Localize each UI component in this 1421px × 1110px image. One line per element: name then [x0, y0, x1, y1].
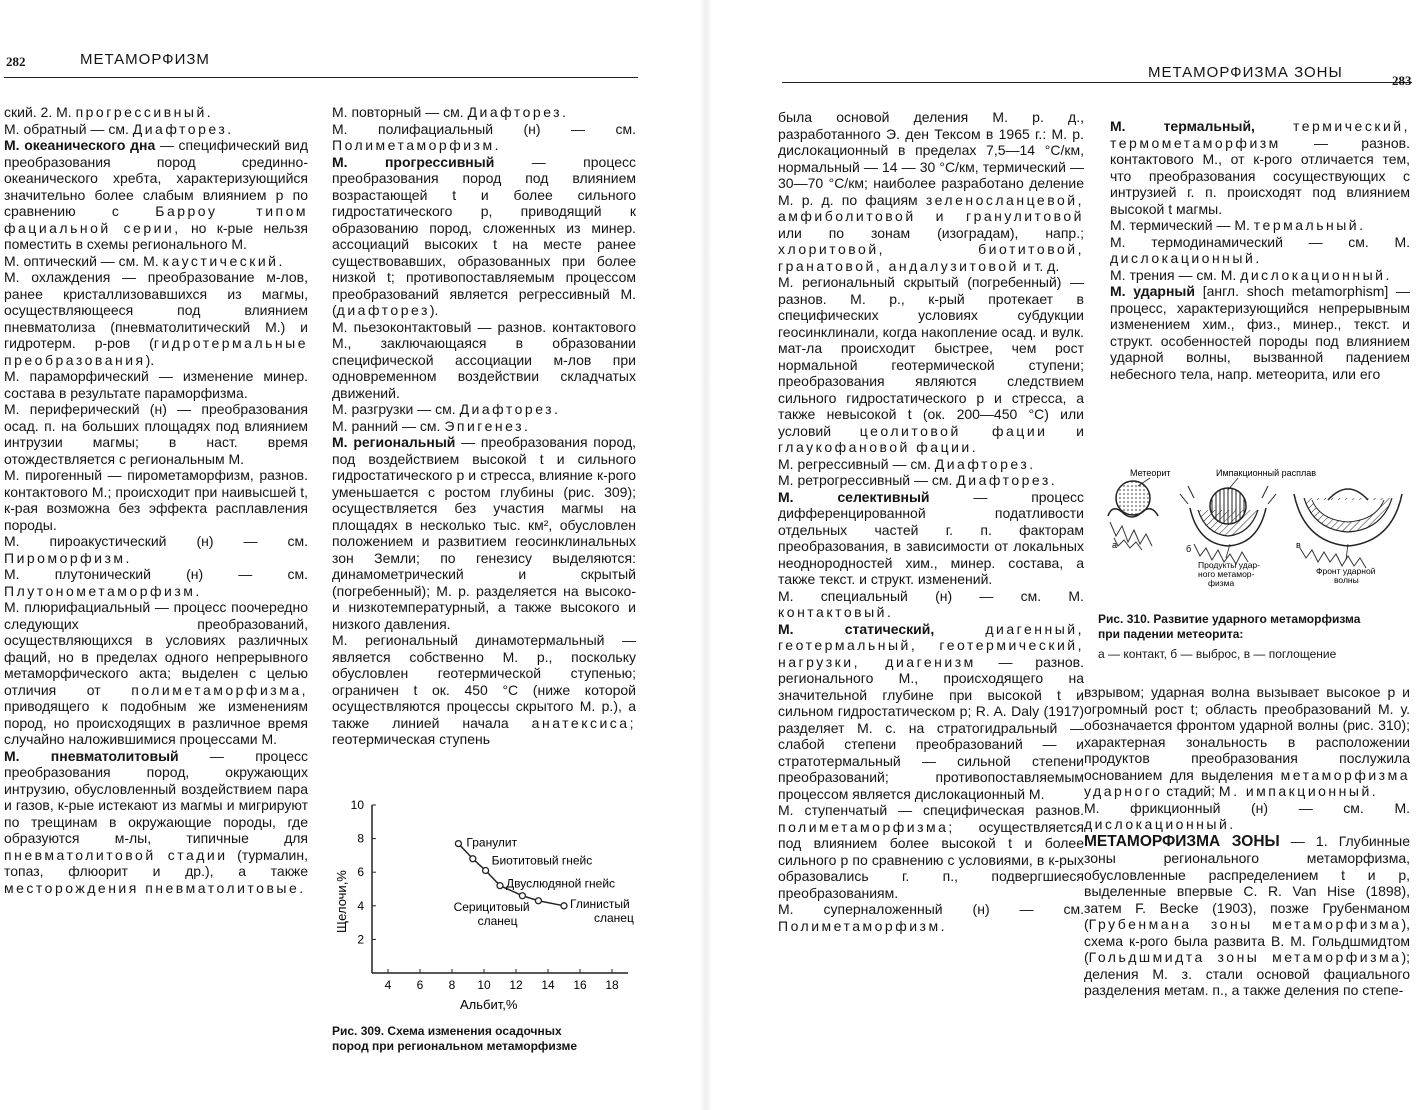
entry-text: но к-рые нельзя поместить в схемы регионального М. [4, 219, 308, 252]
spaced-reference: диагенный, геотермальный, геотермический, нагрузки, диагенизм [778, 620, 1084, 670]
spaced-reference: анатексиса; [531, 714, 636, 731]
spaced-reference: каустический. [162, 252, 285, 269]
y-tick-label: 8 [357, 831, 364, 846]
entry-text: М. региональный скрытый (погребенный) — разнов. М. р., к-рый протекает в специфических условиях субдукции геосинклинали, когда накопление осад. и вулк. мат-ла происходит быстрее, чем рост нормальной геотермической ступени; преобразования являются следствием сильного гидростатического p и стресса, а также невысокой t (ок. 200—450 °С) или условий [778, 274, 1084, 439]
caption-line: при падении метеорита: [1098, 627, 1244, 641]
entry-text: М. охлаждения — преобразование м-лов, ранее кристаллизовавшихся из магмы, осуществляющееся под влиянием пневматолиза (пневматолитический М.) и гидротерм. р-ров ( [4, 269, 308, 351]
entry-text: приводящего к подобным же изменениям пород, но происходящих в различное время случайно наложившимися процессами М. [4, 698, 308, 747]
spaced-reference: глаукофановой фации. [778, 439, 979, 455]
spaced-reference: Диафторез. [934, 455, 1036, 472]
entry-text: М. плутонический (н) — см. [4, 566, 308, 582]
spaced-reference: Диафторез. [956, 472, 1058, 488]
spaced-reference: М. импакционный. [1218, 783, 1379, 799]
entry-term: М. пневматолитовый [4, 747, 179, 764]
right-page [712, 0, 1421, 1110]
label-a: а [1112, 540, 1118, 550]
entry-paragraph [778, 802, 1084, 901]
entry-paragraph [1084, 800, 1410, 833]
entry-text: М. оптический — см. М. [4, 252, 163, 269]
entry-text: — процесс преобразования пород, окружающих интрузию, обусловленный воздействием пара и газов, к-рые истекают из магмы и мигрируют по трещинам в окружающие породы, где образуются м-лы, типичные для [4, 747, 308, 846]
entry-text: М. повторный — см. [332, 104, 468, 120]
spaced-reference: Диафторез. [132, 120, 234, 137]
spaced-reference: хлоритовой, биотитовой, гранатовой, андалузитовой [778, 241, 1084, 274]
running-head: МЕТАМОРФИЗМА ЗОНЫ [1148, 64, 1343, 81]
book-gutter [700, 0, 712, 1110]
spaced-reference: пневматолитовой стадии [4, 846, 228, 863]
label-b: б [1186, 544, 1192, 554]
x-tick-label: 8 [448, 978, 456, 992]
data-point [483, 868, 489, 874]
spaced-reference: полиметаморфизма; [778, 818, 955, 835]
entry-text: М. термический — М. [1110, 217, 1254, 233]
figure-309-chart [328, 793, 640, 1025]
entry-term: М. региональный [332, 434, 456, 450]
spaced-reference: Полиметаморфизм. [778, 917, 947, 934]
entry-paragraph [4, 748, 308, 897]
column-right-1 [778, 109, 1084, 934]
entry-paragraph [778, 588, 1084, 621]
spaced-reference: полиметаморфизма, [131, 681, 308, 698]
running-head: МЕТАМОРФИЗМ [80, 51, 210, 68]
entry-text: стадий; [1162, 783, 1219, 799]
data-point [497, 883, 503, 889]
data-point [470, 856, 476, 862]
entry-text: М. специальный (н) — см. М. [778, 587, 1084, 604]
entry-text: и т. д. [1018, 257, 1060, 274]
entry-text: была основой деления М. р. д., разработанного Э. ден Тексом в 1965 г.: М. р. дислокационный в пределах 7,5—14 °С/км, нормальный — 14 — 30 °С/км, термический — 30—70 °С/км; наиболее разработано деление М. р. д. по фациям [778, 109, 1084, 208]
entry-text: М. трения — см. М. [1110, 266, 1241, 283]
figure-310-legend: а — контакт, б — выброс, в — поглощение [1098, 647, 1337, 661]
entry-term: М. статический, [778, 620, 935, 637]
entry-text: и [1047, 422, 1084, 439]
left-page [0, 0, 700, 1110]
y-tick-label: 4 [357, 898, 364, 913]
entry-paragraph [778, 274, 1084, 456]
entry-text: ). [429, 302, 439, 318]
spaced-reference: метаморфизма ударного [1084, 766, 1410, 799]
entry-paragraph [1110, 217, 1410, 234]
spaced-reference: Полиметаморфизм. [332, 137, 501, 153]
point-label: Двуслюдяной гнейс [506, 876, 616, 891]
figure-310-caption [1098, 612, 1408, 642]
entry-text: ). [145, 351, 155, 368]
entry-text: — процесс преобразования пород под влиянием возрастающей t и более сильного гидростатического p, приводящий к образованию пород, сложенных из минер. ассоциаций высоких t на месте ранее существовавших, образованных при более низкой t; противопоставляемым процессом преобразований является регрессивный М. ( [332, 153, 636, 318]
entry-text: М. плюрифациальный — процесс поочередно следующих преобразований, осуществляющихся в условиях различных фаций, но в пределах одного непрерывного метаморфического акта; выделен с целью отличия от [4, 599, 308, 698]
entry-text: М. суперналоженный (н) — см. [778, 901, 1084, 917]
spaced-reference: дислокационный. [1110, 250, 1262, 266]
entry-paragraph [332, 154, 636, 319]
point-label: Глинистый [570, 896, 630, 911]
entry-paragraph [778, 472, 1084, 489]
entry-text: ); деления М. з. стали основой фациального разделения метам. п., а также деления по степе- [1084, 949, 1410, 998]
entry-paragraph [778, 456, 1084, 473]
entry-paragraph [4, 269, 308, 368]
page-number: 282 [6, 54, 26, 69]
entry-text: ), схема к-рого была развита В. М. Гольдшмидтом ( [1084, 916, 1410, 965]
entry-paragraph [332, 401, 636, 418]
entry-paragraph [1084, 684, 1410, 800]
entry-text: или по зонам (изоградам), напр.; [778, 224, 1084, 241]
spaced-reference: дислокационный. [1240, 266, 1392, 283]
spaced-reference: диафторез [336, 302, 430, 318]
column-right-2a [1110, 118, 1410, 382]
entry-paragraph [4, 253, 308, 270]
data-point [455, 841, 461, 847]
spaced-reference: Барроу типом фациальной серии, [4, 203, 309, 236]
spaced-reference: Эпигенез. [444, 417, 531, 434]
spaced-reference: Гольдшмидта зоны метаморфизма [1088, 949, 1402, 965]
spaced-reference: зеленосланцевой, амфиболитовой и гранулитовой [778, 191, 1084, 224]
label-front-1: Фронт ударной [1316, 566, 1376, 576]
entry-paragraph [4, 599, 308, 748]
entry-term: М. океанического дна [4, 137, 156, 153]
entry-text: — специфический вид преобразования пород срединно-океанического хребта, характеризующийся значительно более слабым влиянием p по сравнению с [4, 137, 308, 219]
caption-line: пород при региональном метаморфизме [332, 1039, 577, 1053]
column-left-2 [332, 104, 636, 748]
entry-paragraph [4, 401, 308, 467]
point-label: сланец [594, 910, 634, 925]
entry-text: — разнов. контактового М., от к-рого отличается тем, что преобразования сосуществующих с интрузией г. п. происходят под влиянием высокой t магмы. [1110, 134, 1410, 217]
entry-term: М. ударный [1110, 283, 1195, 299]
entry-text: М. ретрогрессивный — см. [778, 472, 957, 488]
point-label: Серицитовый [453, 899, 530, 914]
label-front-2: волны [1334, 575, 1359, 585]
point-label: Биотитовый гнейс [491, 853, 593, 868]
entry-text: М. разгрузки — см. [332, 401, 460, 417]
header-rule [782, 82, 1412, 83]
spaced-reference: термальный. [1253, 217, 1366, 233]
y-tick-label: 6 [357, 865, 364, 880]
column-right-2b [1084, 684, 1410, 999]
spaced-reference: Диафторез. [467, 104, 569, 120]
entry-paragraph [778, 489, 1084, 588]
label-meteorite: Метеорит [1130, 468, 1171, 478]
entry-text: (турмалин, топаз, флюорит и др.), а также [4, 846, 308, 879]
y-tick-label: 2 [357, 932, 364, 947]
entry-paragraph [1110, 283, 1410, 382]
x-tick-label: 10 [477, 978, 491, 992]
y-tick-label: 10 [350, 798, 364, 812]
point-label: сланец [477, 913, 518, 928]
entry-text: ский. 2. М. [4, 104, 76, 120]
data-point [561, 903, 567, 909]
data-point [535, 898, 541, 904]
entry-text: М. фрикционный (н) — см. М. [1084, 799, 1410, 816]
data-point [519, 893, 525, 899]
entry-text: — 1. Глубинные зоны регионального метаморфизма, обусловленные распределением t и p, выделенные впервые C. R. Van Hise (1898), затем F. Becke (1903), позже Грубенманом ( [1084, 832, 1410, 932]
entry-text: — процесс дифференцированной податливости отдельных частей г. п. факторам преобразования, в зависимости от локальных неоднородностей хим., минер. состава, а также текст. и структ. изменений. [778, 488, 1084, 587]
label-products-2: ного метамор- [1198, 569, 1255, 579]
x-tick-label: 4 [384, 978, 392, 992]
label-c: в [1296, 540, 1301, 550]
entry-text: М. периферический (н) — преобразования осад. п. на больших площадях под влиянием интрузии магмы; в наст. время отождествляется с региональным М. [4, 401, 308, 467]
entry-paragraph [4, 533, 308, 566]
entry-paragraph [4, 121, 308, 138]
entry-text: М. параморфический — изменение минер. состава в результате параморфизма. [4, 368, 308, 401]
entry-text: — преобразования пород, под воздействием высокой t и сильного гидростатического p и стресса, влияние к-рого уменьшается с ростом глубины (рис. 309); осуществляется без участия магмы на площадях в несколько тыс. км², обусловлен положением и развитием геосинклинальных зон Земли; по генезису выделяются: динамометрический и скрытый (погребенный); М. р. разделяется на высоко- и низкотемпературный, а также высокого и низкого давления. [332, 434, 636, 632]
entry-paragraph [4, 368, 308, 401]
entry-text: — разнов. регионального М., происходящего на значительной глубине при высокой t и сильном гидростатическом p; R. A. Daly (1917) разделяет М. с. на стратогидральный — слабой степени преобразований — и стратотермальный — сильной степени преобразований; противопоставляемым процессом является дислокационный М. [778, 653, 1084, 802]
spaced-reference: цеолитовой фации [859, 422, 1048, 439]
entry-text: М. пироакустический (н) — см. [4, 533, 308, 549]
entry-text: геотермическая ступень [332, 731, 491, 747]
x-tick-label: 16 [573, 978, 587, 992]
label-products-1: Продукты удар- [1198, 560, 1260, 570]
entry-paragraph [332, 632, 636, 748]
x-tick-label: 6 [416, 978, 424, 992]
entry-text: М. термодинамический — см. М. [1110, 233, 1410, 250]
entry-paragraph [4, 566, 308, 599]
entry-paragraph [332, 418, 636, 435]
spaced-reference: Грубенмана зоны метаморфизма [1088, 916, 1402, 932]
entry-paragraph [332, 121, 636, 154]
spaced-reference: Диафторез. [459, 401, 561, 417]
point-label: Гранулит [466, 835, 518, 850]
entry-paragraph [4, 104, 308, 121]
entry-text [934, 621, 985, 637]
entry-text: взрывом; ударная волна вызывает высокое p и огромный рост t; область преобразований М. у. обозначается фронтом ударной волны (рис. 310); характерная зональность в расположении продуктов преобразования послужила основанием для выделения [1084, 684, 1410, 783]
x-tick-label: 18 [605, 978, 619, 992]
entry-paragraph [4, 467, 308, 533]
spaced-reference: контактовый. [778, 604, 894, 620]
entry-paragraph [332, 434, 636, 632]
caption-line: Рис. 309. Схема изменения осадочных [332, 1024, 562, 1038]
x-axis-label: Альбит,% [460, 997, 518, 1012]
spaced-reference: гидротермальные преобразования [4, 335, 308, 368]
label-products-3: физма [1208, 578, 1235, 588]
header-rule [4, 77, 638, 78]
spaced-reference: термический, термометаморфизм [1110, 118, 1410, 151]
page-number: 283 [1392, 73, 1412, 88]
spaced-reference: прогрессивный. [75, 104, 214, 120]
entry-text: М. обратный — см. [4, 120, 133, 137]
entry-paragraph [332, 104, 636, 121]
spaced-reference: дислокационный. [1084, 816, 1236, 832]
entry-paragraph [778, 901, 1084, 934]
caption-line: Рис. 310. Развитие ударного метаморфизма [1098, 612, 1361, 626]
entry-term: М. термальный, [1110, 118, 1255, 134]
spaced-reference: Плутонометаморфизм. [4, 582, 202, 599]
entry-paragraph [778, 109, 1084, 274]
stage-c-absorption [1294, 489, 1402, 568]
entry-text [1255, 118, 1293, 134]
entry-paragraph [1084, 833, 1410, 999]
article-heading: МЕТАМОРФИЗМА ЗОНЫ [1084, 832, 1280, 850]
entry-text: осуществляется под влиянием более высокой t и более сильного p по сравнению с условиями, в к-рых образовались г. п., подвергшиеся преобразованиям. [778, 818, 1084, 901]
figure-310-diagram [1098, 464, 1408, 594]
x-tick-label: 14 [541, 978, 555, 992]
entry-text: М. регрессивный — см. [778, 455, 935, 472]
entry-text: М. полифациальный (н) — см. [332, 120, 636, 137]
figure-309-caption [332, 1024, 638, 1054]
spaced-reference: месторождения пневматолитовые. [4, 879, 306, 896]
entry-paragraph [778, 621, 1084, 803]
entry-text: М. пьезоконтактовый — разнов. контактового М., заключающаяся в образовании специфической ассоциации м-лов при одновременном воздействии складчатых движений. [332, 318, 636, 401]
y-axis-label: Щелочи,% [334, 870, 349, 933]
entry-text: М. ранний — см. [332, 417, 445, 434]
entry-text: М. региональный динамотермальный — является собственно М. р., поскольку обусловлен геотермической ступенью; ограничен t ок. 450 °С (ниже которой осуществляются процессы скрытого М. р.), а также линией начала [332, 632, 636, 731]
x-tick-label: 12 [509, 978, 523, 992]
entry-paragraph [4, 137, 308, 253]
entry-paragraph [332, 319, 636, 402]
entry-paragraph [1110, 118, 1410, 217]
entry-text: [англ. shoch metamorphism] — процесс, характеризующийся непрерывным изменением хим., физ., минер., текст. и структ. особенностей породы под влиянием ударной волны, вызванной падением небесного тела, напр. метеорита, или его [1110, 283, 1410, 382]
entry-text: М. ступенчатый — специфическая разнов. [778, 802, 1084, 818]
entry-term: М. селективный [778, 488, 930, 505]
entry-paragraph [1110, 234, 1410, 267]
column-left-1 [4, 104, 308, 896]
spaced-reference: Пироморфизм. [4, 549, 132, 566]
entry-term: М. прогрессивный [332, 153, 495, 170]
entry-paragraph [1110, 267, 1410, 284]
label-impact-melt: Импакционный расплав [1216, 468, 1317, 478]
entry-text: М. пирогенный — пирометаморфизм, разнов. контактового М.; происходит при наивысшей t, к-рая возможна без эффекта расплавления породы. [4, 467, 308, 533]
